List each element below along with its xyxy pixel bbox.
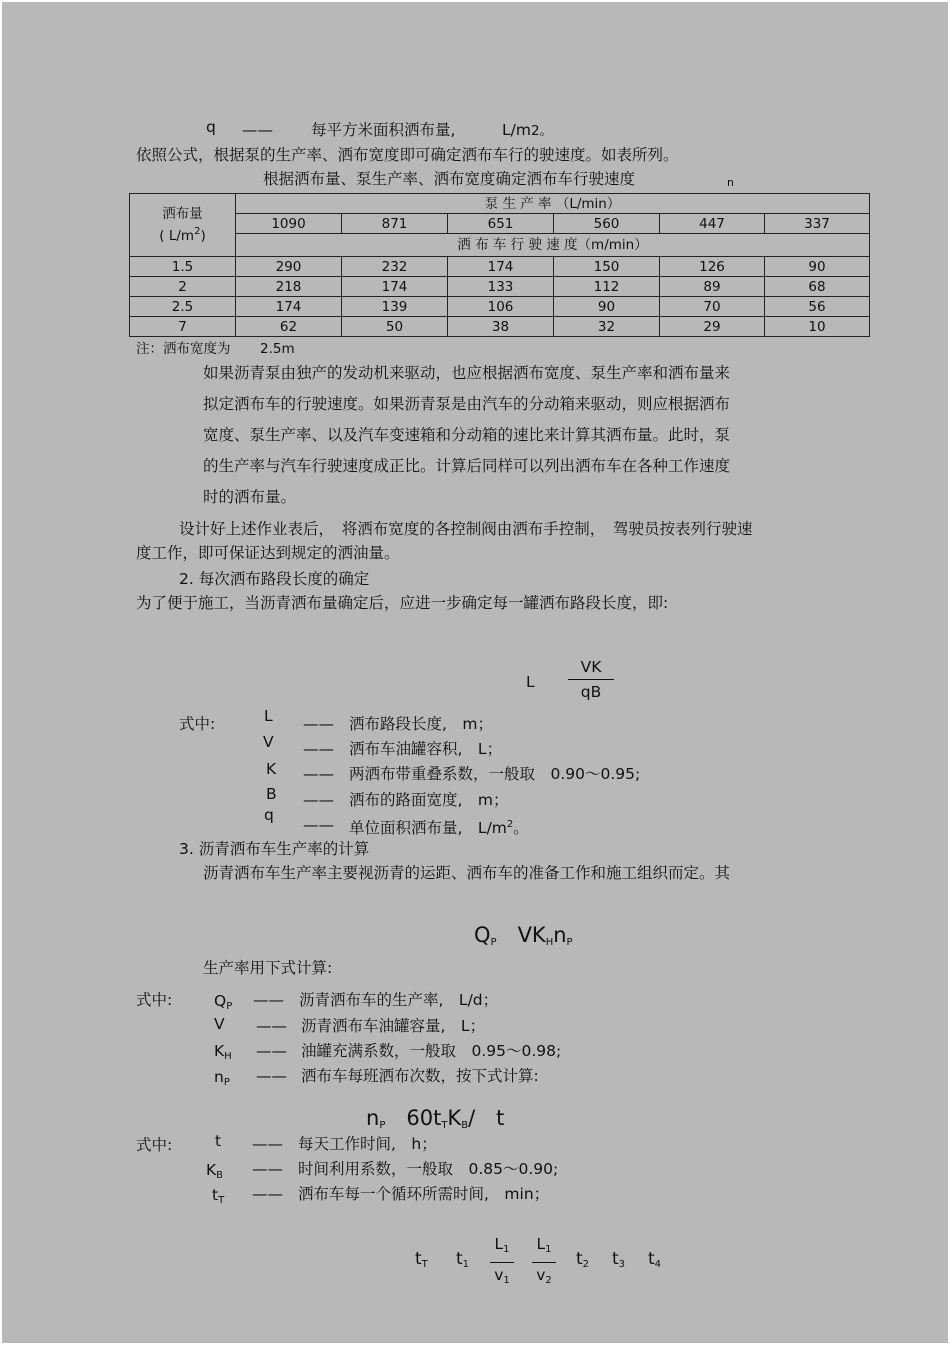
- speed-cell: 174: [236, 297, 342, 317]
- q-dash: ——: [242, 121, 273, 139]
- where-desc: 时间利用系数，一般取 0.85～0.90;: [298, 1160, 559, 1178]
- where-symbol: $n_P$: [214, 1068, 230, 1088]
- where-dash: ——: [256, 1067, 287, 1085]
- speed-cell: 90: [554, 297, 660, 317]
- paragraph-line: 沥青洒布车生产率主要视沥青的运距、洒布车的准备工作和施工组织而定。其: [203, 864, 731, 882]
- pump-value: 651: [448, 214, 554, 234]
- paragraph-line: 设计好上述作业表后， 将洒布宽度的各控制阀由洒布手控制， 驾驶员按表列行驶速: [179, 520, 753, 538]
- speed-cell: 10: [765, 317, 870, 337]
- rate-cell: 2: [130, 277, 236, 297]
- rate-cell: 1.5: [130, 257, 236, 277]
- where-label: 式中:: [179, 715, 216, 733]
- section-heading-3: 3. 沥青洒布车生产率的计算: [179, 840, 370, 858]
- where-desc: 洒布车每班洒布次数，按下式计算:: [301, 1067, 539, 1085]
- where-dash: ——: [303, 715, 334, 733]
- table-note-label: 注：洒布宽度为: [136, 341, 231, 357]
- formula4-fraction-2: $L_1$ $v_2$: [532, 1234, 556, 1291]
- pump-value: 1090: [236, 214, 342, 234]
- paragraph-line: 为了便于施工，当沥青洒布量确定后，应进一步确定每一罐洒布路段长度，即:: [136, 594, 669, 612]
- speed-cell: 174: [448, 257, 554, 277]
- where-label: 式中:: [136, 1136, 173, 1154]
- formula4-t4: $t_4$: [648, 1249, 662, 1270]
- speed-cell: 290: [236, 257, 342, 277]
- where-symbol: B: [266, 785, 277, 803]
- speed-cell: 32: [554, 317, 660, 337]
- where-dash: ——: [252, 1185, 283, 1203]
- q-symbol: q: [206, 118, 216, 136]
- formula4-t2: $t_2$: [576, 1249, 590, 1270]
- where-dash: ——: [303, 765, 334, 783]
- pump-value: 871: [342, 214, 448, 234]
- paragraph-line: 的生产率与汽车行驶速度成正比。计算后同样可以列出洒布车在各种工作速度: [203, 457, 731, 475]
- where-desc: 沥青洒布车油罐容量, L；: [301, 1017, 486, 1035]
- speed-cell: 106: [448, 297, 554, 317]
- table-row: [130, 257, 870, 277]
- speed-cell: 56: [765, 297, 870, 317]
- table-caption-n: n: [727, 176, 734, 189]
- speed-cell: 90: [765, 257, 870, 277]
- formula1-fraction: VK qB: [568, 657, 614, 702]
- speed-cell: 89: [660, 277, 765, 297]
- spray-speed-table: [129, 193, 870, 337]
- where-symbol: $t_T$: [212, 1186, 225, 1206]
- pump-value: 337: [765, 214, 870, 234]
- where-desc: 沥青洒布车的生产率, L/d；: [299, 991, 499, 1009]
- where-symbol: $K_H$: [214, 1042, 232, 1062]
- where-symbol: q: [264, 806, 274, 824]
- where-desc: 油罐充满系数，一般取 0.95～0.98;: [301, 1042, 562, 1060]
- where-symbol: K: [266, 760, 277, 778]
- speed-cell: 62: [236, 317, 342, 337]
- paragraph-line: 拟定洒布车的行驶速度。如果沥青泵是由汽车的分动箱来驱动，则应根据洒布: [203, 395, 731, 413]
- where-dash: ——: [252, 1160, 283, 1178]
- where-symbol: $Q_P$: [214, 992, 233, 1012]
- table-caption: 根据洒布量、泵生产率、洒布宽度确定洒布车行驶速度: [263, 170, 636, 188]
- speed-cell: 38: [448, 317, 554, 337]
- table-note-value: 2.5m: [260, 341, 295, 357]
- speed-cell: 126: [660, 257, 765, 277]
- where-dash: ——: [303, 740, 334, 758]
- where-symbol: L: [264, 707, 273, 725]
- where-dash: ——: [253, 991, 284, 1009]
- table-row: [130, 317, 870, 337]
- q-unit: L/m2。: [502, 121, 554, 139]
- speed-cell: 70: [660, 297, 765, 317]
- where-dash: ——: [256, 1017, 287, 1035]
- where-desc: 洒布车每一个循环所需时间, min；: [298, 1185, 550, 1203]
- formula1-lhs: L: [526, 673, 535, 691]
- speed-cell: 112: [554, 277, 660, 297]
- speed-cell: 218: [236, 277, 342, 297]
- document-page: [2, 2, 948, 1343]
- speed-cell: 29: [660, 317, 765, 337]
- corner-header: 洒布量 ( $L/m^2$): [130, 194, 236, 257]
- where-desc: 单位面积洒布量, $L/m^2$。: [349, 819, 529, 837]
- speed-cell: 232: [342, 257, 448, 277]
- paragraph-line: 宽度、泵生产率、以及汽车变速箱和分动箱的速比来计算其洒布量。此时，泵: [203, 426, 731, 444]
- paragraph-line: 如果沥青泵由独产的发动机来驱动，也应根据洒布宽度、泵生产率和洒布量来: [203, 364, 731, 382]
- formula3: $n_P$ $60t_TK_B/$ t: [366, 1106, 505, 1131]
- where-symbol: V: [214, 1015, 225, 1033]
- formula4-t3: $t_3$: [612, 1249, 626, 1270]
- speed-header: 洒 布 车 行 驶 速 度（m/min）: [236, 234, 870, 257]
- paragraph-line: 度工作，即可保证达到规定的洒油量。: [136, 544, 400, 562]
- where-dash: ——: [303, 816, 334, 834]
- where-desc: 两洒布带重叠系数，一般取 0.90～0.95;: [349, 765, 641, 783]
- pump-value: 447: [660, 214, 765, 234]
- paragraph-line: 生产率用下式计算:: [203, 959, 333, 977]
- q-description: 每平方米面积洒布量,: [311, 121, 456, 139]
- speed-cell: 150: [554, 257, 660, 277]
- formula4-fraction-1: $L_1$ $v_1$: [490, 1234, 514, 1291]
- pump-rate-header: 泵 生 产 率 （L/min）: [236, 194, 870, 214]
- where-symbol: V: [263, 733, 274, 751]
- paragraph-line: 时的洒布量。: [203, 488, 297, 506]
- speed-cell: 174: [342, 277, 448, 297]
- where-dash: ——: [303, 791, 334, 809]
- speed-cell: 68: [765, 277, 870, 297]
- speed-cell: 50: [342, 317, 448, 337]
- formula4-tt: $t_T$: [415, 1249, 428, 1270]
- pump-value: 560: [554, 214, 660, 234]
- where-symbol: $K_B$: [206, 1161, 224, 1181]
- where-desc: 洒布车油罐容积, L；: [349, 740, 503, 758]
- speed-cell: 133: [448, 277, 554, 297]
- formula4-t1: $t_1$: [456, 1249, 470, 1270]
- where-label: 式中:: [136, 991, 173, 1009]
- table-row: [130, 297, 870, 317]
- section-heading-2: 2. 每次洒布路段长度的确定: [179, 570, 370, 588]
- where-dash: ——: [252, 1135, 283, 1153]
- where-desc: 洒布的路面宽度, m；: [349, 791, 509, 809]
- where-desc: 洒布路段长度, m；: [349, 715, 494, 733]
- where-desc: 每天工作时间, h；: [298, 1135, 437, 1153]
- table-row: [130, 277, 870, 297]
- rate-cell: 2.5: [130, 297, 236, 317]
- rate-cell: 7: [130, 317, 236, 337]
- speed-cell: 139: [342, 297, 448, 317]
- formula2: $Q_P$ $VK_Hn_P$: [474, 923, 573, 948]
- where-symbol: t: [215, 1132, 222, 1150]
- intro-paragraph: 依照公式，根据泵的生产率、洒布宽度即可确定洒布车行的驶速度。如表所列。: [136, 146, 679, 164]
- pump-values-row: [130, 214, 870, 234]
- where-dash: ——: [256, 1042, 287, 1060]
